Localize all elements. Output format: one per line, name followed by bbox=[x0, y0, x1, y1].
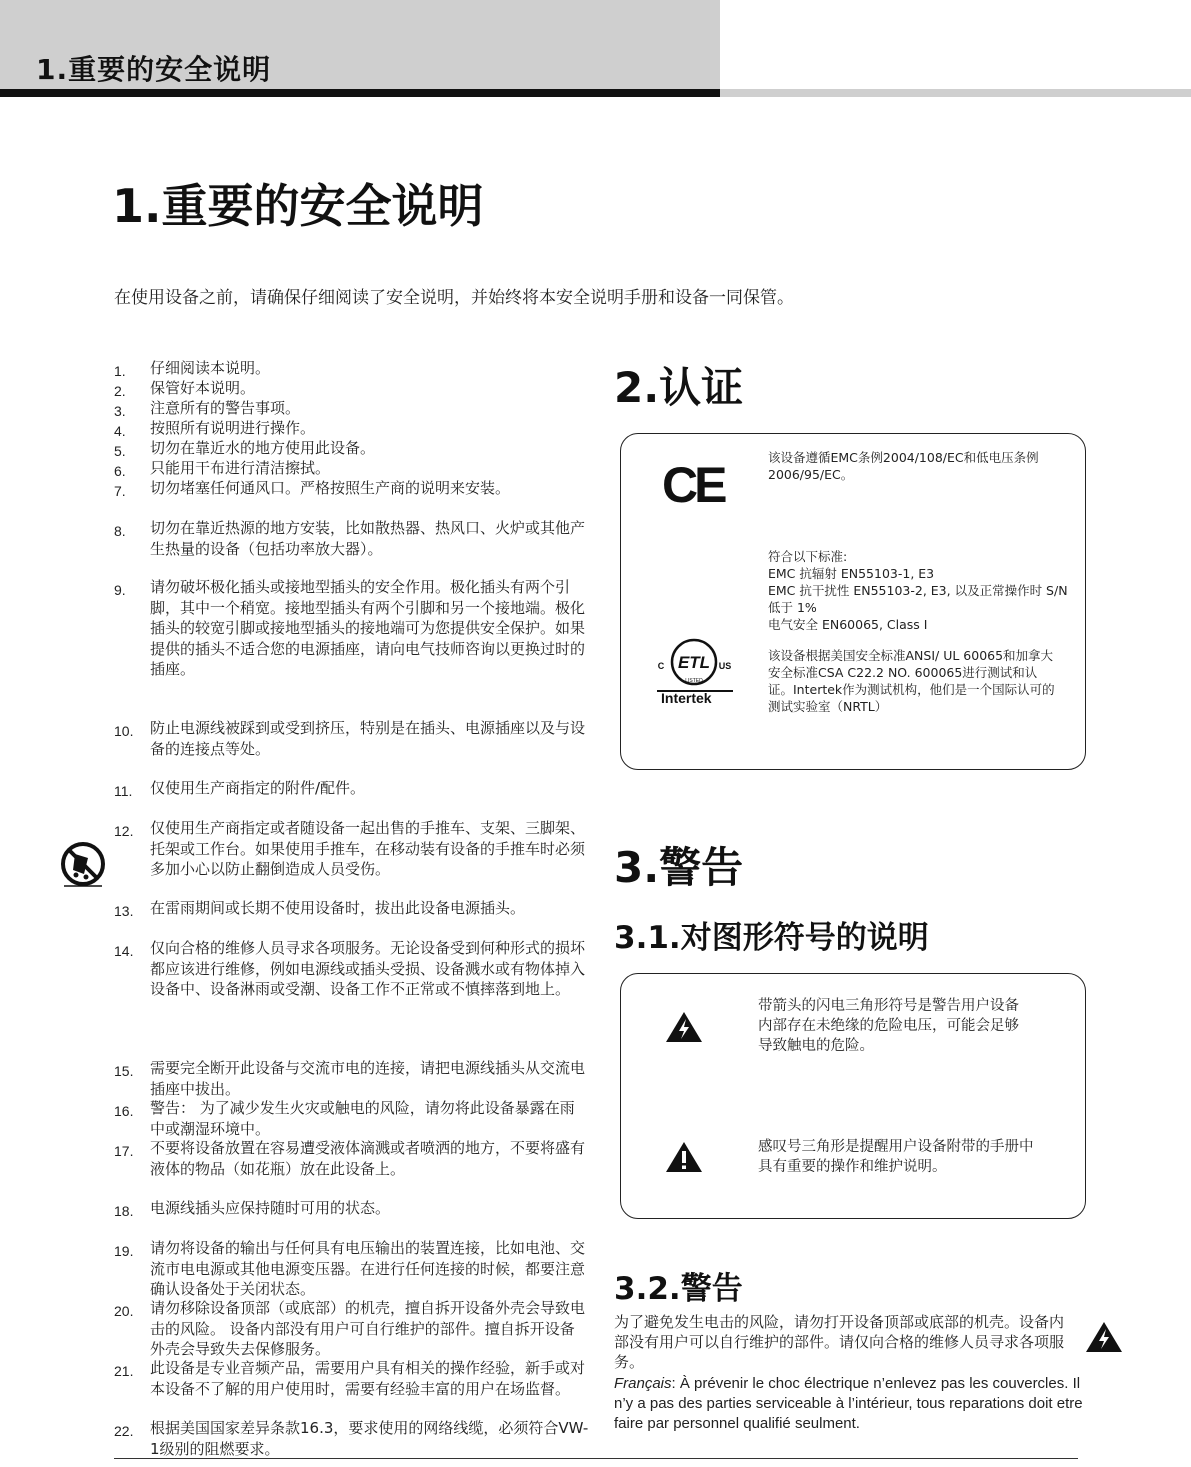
item-number: 21. bbox=[114, 1363, 134, 1379]
warning-subheading: 3.2.警告 bbox=[614, 1271, 743, 1307]
item-number: 18. bbox=[114, 1203, 134, 1219]
intro-text: 在使用设备之前，请确保仔细阅读了安全说明，并始终将本安全说明手册和设备一同保管。 bbox=[114, 288, 794, 308]
page-title: 1.重要的安全说明 bbox=[112, 179, 484, 233]
list-item bbox=[114, 478, 589, 499]
item-text: 仅使用生产商指定或者随设备一起出售的手推车、支架、三脚架、托架或工作台。如果使用手推车，在移动装有设备的手推车时必须多加小心以防止翻倒造成人员受伤。 bbox=[150, 819, 586, 878]
item-text: 请勿将设备的输出与任何具有电压输出的装置连接，比如电池、交流市电电源或其他电源变压器。在进行任何连接的时候，都要注意确认设备处于关闭状态。 bbox=[150, 1239, 586, 1298]
item-text: 需要完全断开此设备与交流市电的连接，请把电源线插头从交流电插座中拔出。 bbox=[150, 1059, 586, 1098]
warning-text: 为了避免发生电击的风险，请勿打开设备顶部或底部的机壳。设备内部没有用户可以自行维护的部件。请仅向合格的维修人员寻求各项服务。 bbox=[614, 1313, 1065, 1371]
list-item bbox=[114, 818, 589, 880]
header-title: 1.重要的安全说明 bbox=[36, 53, 272, 86]
list-item bbox=[114, 778, 589, 799]
symbols-subheading: 3.1.对图形符号的说明 bbox=[614, 920, 929, 956]
item-number: 12. bbox=[114, 823, 134, 839]
cart-tipover-icon bbox=[58, 840, 108, 890]
item-number: 15. bbox=[114, 1063, 134, 1079]
list-item bbox=[114, 1198, 589, 1219]
item-number: 20. bbox=[114, 1303, 134, 1319]
etl-text: 该设备根据美国安全标准ANSI/ UL 60065和加拿大安全标准CSA C22.2 NO. 600065进行测试和认证。Intertek作为测试机构，他们是一个国际认可的测试实验室（NRTL） bbox=[768, 648, 1055, 714]
item-text: 仅使用生产商指定的附件/配件。 bbox=[150, 779, 366, 797]
etl-us: US bbox=[718, 661, 732, 671]
french-label: Français bbox=[614, 1375, 672, 1392]
ce-mark-icon: CE bbox=[662, 457, 724, 513]
header-rule bbox=[0, 89, 720, 97]
lightning-symbol-text: 带箭头的闪电三角形符号是警告用户设备内部存在未绝缘的危险电压，可能会足够导致触电的危险。 bbox=[758, 998, 1019, 1054]
item-text: 请勿移除设备顶部（或底部）的机壳，擅自拆开设备外壳会导致电击的风险。 设备内部没有用户可自行维护的部件。擅自拆开设备外壳会导致失去保修服务。 bbox=[150, 1299, 586, 1358]
item-text: 在雷雨期间或长期不使用设备时，拔出此设备电源插头。 bbox=[150, 899, 526, 917]
lightning-triangle-icon bbox=[1084, 1320, 1124, 1354]
item-text: 警告： 为了减少发生火灾或触电的风险，请勿将此设备暴露在雨中或潮湿环境中。 bbox=[150, 1099, 575, 1138]
list-item bbox=[114, 418, 589, 439]
list-item bbox=[114, 938, 589, 1000]
item-number: 5. bbox=[114, 443, 126, 459]
item-text: 切勿在靠近热源的地方安装，比如散热器、热风口、火炉或其他产生热量的设备（包括功率放大器）。 bbox=[150, 519, 586, 558]
list-item bbox=[114, 358, 589, 379]
item-number: 3. bbox=[114, 403, 126, 419]
list-item bbox=[114, 1058, 589, 1099]
ce-text: 该设备遵循EMC条例2004/108/EC和低电压条例2006/95/EC。 bbox=[768, 450, 1039, 482]
item-number: 9. bbox=[114, 582, 126, 598]
item-text: 此设备是专业音频产品，需要用户具有相关的操作经验，新手或对本设备不了解的用户使用时，需要有经验丰富的用户在场监督。 bbox=[150, 1359, 586, 1398]
french-text: : À prévenir le choc électrique n’enlevez pas les couvercles. Il n’y a pas des parties serviceable à l’intérieur, tous reparations doit etre faire par personnel qualifié seulment. bbox=[614, 1375, 1083, 1432]
list-item bbox=[114, 438, 589, 459]
list-item bbox=[114, 1298, 589, 1360]
item-number: 2. bbox=[114, 383, 126, 399]
standards-intro: 符合以下标准: bbox=[768, 549, 848, 564]
item-text: 切勿堵塞任何通风口。严格按照生产商的说明来安装。 bbox=[150, 479, 511, 497]
item-number: 6. bbox=[114, 463, 126, 479]
list-item bbox=[114, 1358, 589, 1399]
etl-listed: LISTED bbox=[685, 678, 703, 684]
intertek-logo: Intertek bbox=[661, 690, 712, 706]
list-item bbox=[114, 518, 589, 559]
etl-c: C bbox=[657, 661, 665, 671]
item-number: 11. bbox=[114, 783, 133, 799]
item-text: 保管好本说明。 bbox=[150, 379, 256, 397]
lightning-triangle-icon bbox=[664, 1010, 704, 1044]
item-number: 8. bbox=[114, 523, 126, 539]
item-text: 根据美国国家差异条款16.3，要求使用的网络线缆，必须符合VW-1级别的阻燃要求。 bbox=[150, 1419, 589, 1458]
list-item bbox=[114, 458, 589, 479]
item-number: 7. bbox=[114, 483, 126, 499]
standard-item: 电气安全 EN60065, Class I bbox=[768, 617, 928, 632]
item-text: 仔细阅读本说明。 bbox=[150, 359, 271, 377]
standard-item: EMC 抗辐射 EN55103-1, E3 bbox=[768, 566, 935, 581]
header-rule-light bbox=[720, 89, 1191, 97]
item-text: 请勿破坏极化插头或接地型插头的安全作用。极化插头有两个引脚，其中一个稍宽。接地型插头有两个引脚和另一个接地端。极化插头的较宽引脚或接地型插头的接地端可为您提供安全保护。如果提供的插头不适合您的电源插座，请向电气技师咨询以更换过时的插座。 bbox=[150, 578, 586, 678]
item-number: 16. bbox=[114, 1103, 134, 1119]
list-item bbox=[114, 378, 589, 399]
etl-label: ETL bbox=[677, 653, 711, 672]
exclamation-triangle-icon bbox=[664, 1140, 704, 1174]
warnings-heading: 3.警告 bbox=[614, 843, 744, 892]
item-text: 不要将设备放置在容易遭受液体滴溅或者喷洒的地方，不要将盛有液体的物品（如花瓶）放在此设备上。 bbox=[150, 1139, 586, 1178]
list-item bbox=[114, 1098, 589, 1139]
item-number: 22. bbox=[114, 1423, 134, 1439]
item-number: 17. bbox=[114, 1143, 134, 1159]
etl-listed-icon bbox=[655, 636, 733, 688]
item-text: 切勿在靠近水的地方使用此设备。 bbox=[150, 439, 376, 457]
exclamation-symbol-text: 感叹号三角形是提醒用户设备附带的手册中具有重要的操作和维护说明。 bbox=[758, 1139, 1034, 1175]
french-warning bbox=[614, 1374, 1084, 1434]
footer-rule bbox=[114, 1458, 1078, 1459]
item-text: 按照所有说明进行操作。 bbox=[150, 419, 316, 437]
item-text: 电源线插头应保持随时可用的状态。 bbox=[150, 1199, 391, 1217]
list-item bbox=[114, 1238, 589, 1300]
item-number: 10. bbox=[114, 723, 134, 739]
item-number: 13. bbox=[114, 903, 134, 919]
list-item bbox=[114, 718, 589, 759]
standard-item: EMC 抗干扰性 EN55103-2, E3, 以及正常操作时 S/N 低于 1% bbox=[768, 583, 1068, 615]
item-text: 仅向合格的维修人员寻求各项服务。无论设备受到何种形式的损坏都应该进行维修，例如电源线或插头受损、设备溅水或有物体掉入设备中、设备淋雨或受潮、设备工作不正常或不慎摔落到地上。 bbox=[150, 939, 586, 998]
list-item bbox=[114, 1138, 589, 1179]
item-number: 4. bbox=[114, 423, 126, 439]
list-item bbox=[114, 577, 589, 680]
item-number: 1. bbox=[114, 363, 126, 379]
list-item bbox=[114, 1418, 589, 1459]
cert-heading: 2.认证 bbox=[614, 363, 744, 412]
list-item bbox=[114, 898, 589, 919]
item-text: 注意所有的警告事项。 bbox=[150, 399, 301, 417]
item-text: 只能用干布进行清洁擦拭。 bbox=[150, 459, 331, 477]
item-number: 14. bbox=[114, 943, 134, 959]
item-text: 防止电源线被踩到或受到挤压，特别是在插头、电源插座以及与设备的连接点等处。 bbox=[150, 719, 586, 758]
item-number: 19. bbox=[114, 1243, 134, 1259]
list-item bbox=[114, 398, 589, 419]
